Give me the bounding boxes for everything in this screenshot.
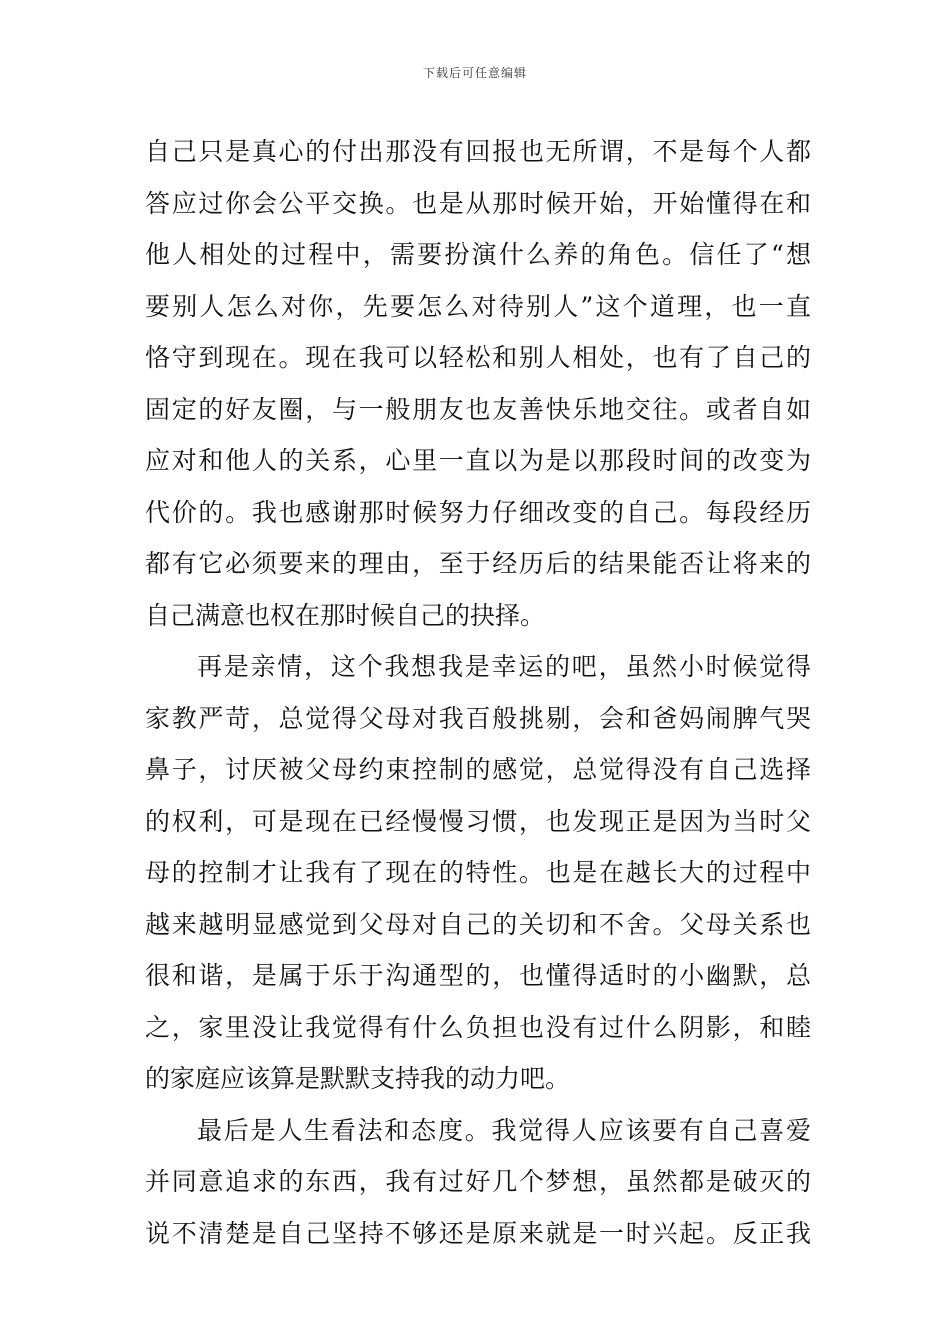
text-line: 之，家里没让我觉得有什么负担也没有过什么阴影，和睦 (145, 1012, 811, 1042)
body-text (145, 126, 811, 1259)
text-line: 自己满意也权在那时候自己的抉择。 (145, 600, 546, 630)
text-line: 母的控制才让我有了现在的特性。也是在越长大的过程中 (145, 858, 811, 887)
text-line: 说不清楚是自己坚持不够还是原来就是一时兴起。反正我 (145, 1218, 811, 1248)
text-line: 代价的。我也感谢那时候努力仔细改变的自己。每段经历 (145, 497, 811, 527)
text-line: 鼻子，讨厌被父母约束控制的感觉，总觉得没有自己选择 (145, 755, 811, 784)
text-line: 恪守到现在。现在我可以轻松和别人相处，也有了自己的 (145, 343, 811, 372)
text-line: 越来越明显感觉到父母对自己的关切和不舍。父母关系也 (145, 909, 811, 939)
text-line: 很和谐，是属于乐于沟通型的，也懂得适时的小幽默，总 (145, 961, 811, 990)
text-line: 家教严苛，总觉得父母对我百般挑剔，会和爸妈闹脾气哭 (145, 703, 811, 733)
text-line: 并同意追求的东西，我有过好几个梦想，虽然都是破灭的 (145, 1167, 811, 1196)
text-line: 的权利，可是现在已经慢慢习惯，也发现正是因为当时父 (145, 806, 811, 836)
text-line: 固定的好友圈，与一般朋友也友善快乐地交往。或者自如 (145, 394, 811, 424)
text-line: 最后是人生看法和态度。我觉得人应该要有自己喜爱 (197, 1115, 811, 1145)
text-line: 自己只是真心的付出那没有回报也无所谓，不是每个人都 (145, 137, 811, 166)
text-line: 他人相处的过程中，需要扮演什么养的角色。信任了“想 (145, 240, 811, 269)
page-header: 下载后可任意编辑 (422, 66, 527, 80)
text-line: 应对和他人的关系，心里一直以为是以那段时间的改变为 (145, 446, 811, 475)
text-line: 都有它必须要来的理由，至于经历后的结果能否让将来的 (145, 549, 811, 578)
text-line: 的家庭应该算是默默支持我的动力吧。 (145, 1064, 571, 1093)
text-line: 要别人怎么对你，先要怎么对待别人”这个道理，也一直 (145, 291, 811, 321)
text-line: 再是亲情，这个我想我是幸运的吧，虽然小时候觉得 (197, 652, 811, 681)
text-line: 答应过你会公平交换。也是从那时候开始，开始懂得在和 (145, 188, 811, 218)
